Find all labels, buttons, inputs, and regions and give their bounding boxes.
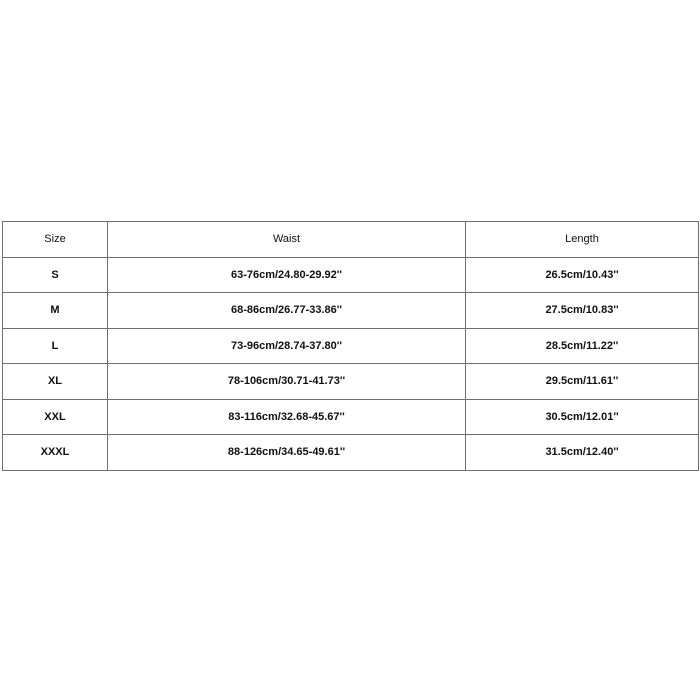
table-header-row [3,222,699,258]
cell-waist: 83-116cm/32.68-45.67'' [108,399,466,435]
header-length: Length [466,222,699,258]
cell-size: XXL [3,399,108,435]
table-row [3,328,699,364]
table-row [3,364,699,400]
table-row [3,257,699,293]
cell-size: XXXL [3,435,108,471]
table-row [3,293,699,329]
table-row [3,435,699,471]
cell-length: 30.5cm/12.01'' [466,399,699,435]
cell-waist: 63-76cm/24.80-29.92'' [108,257,466,293]
table-row [3,399,699,435]
cell-length: 31.5cm/12.40'' [466,435,699,471]
cell-size: XL [3,364,108,400]
cell-size: M [3,293,108,329]
header-waist: Waist [108,222,466,258]
header-size: Size [3,222,108,258]
size-chart-container [2,221,698,471]
cell-length: 28.5cm/11.22'' [466,328,699,364]
cell-size: S [3,257,108,293]
cell-waist: 68-86cm/26.77-33.86'' [108,293,466,329]
cell-waist: 73-96cm/28.74-37.80'' [108,328,466,364]
cell-length: 29.5cm/11.61'' [466,364,699,400]
cell-waist: 78-106cm/30.71-41.73'' [108,364,466,400]
cell-length: 27.5cm/10.83'' [466,293,699,329]
cell-length: 26.5cm/10.43'' [466,257,699,293]
cell-waist: 88-126cm/34.65-49.61'' [108,435,466,471]
cell-size: L [3,328,108,364]
size-chart-table [2,221,699,471]
